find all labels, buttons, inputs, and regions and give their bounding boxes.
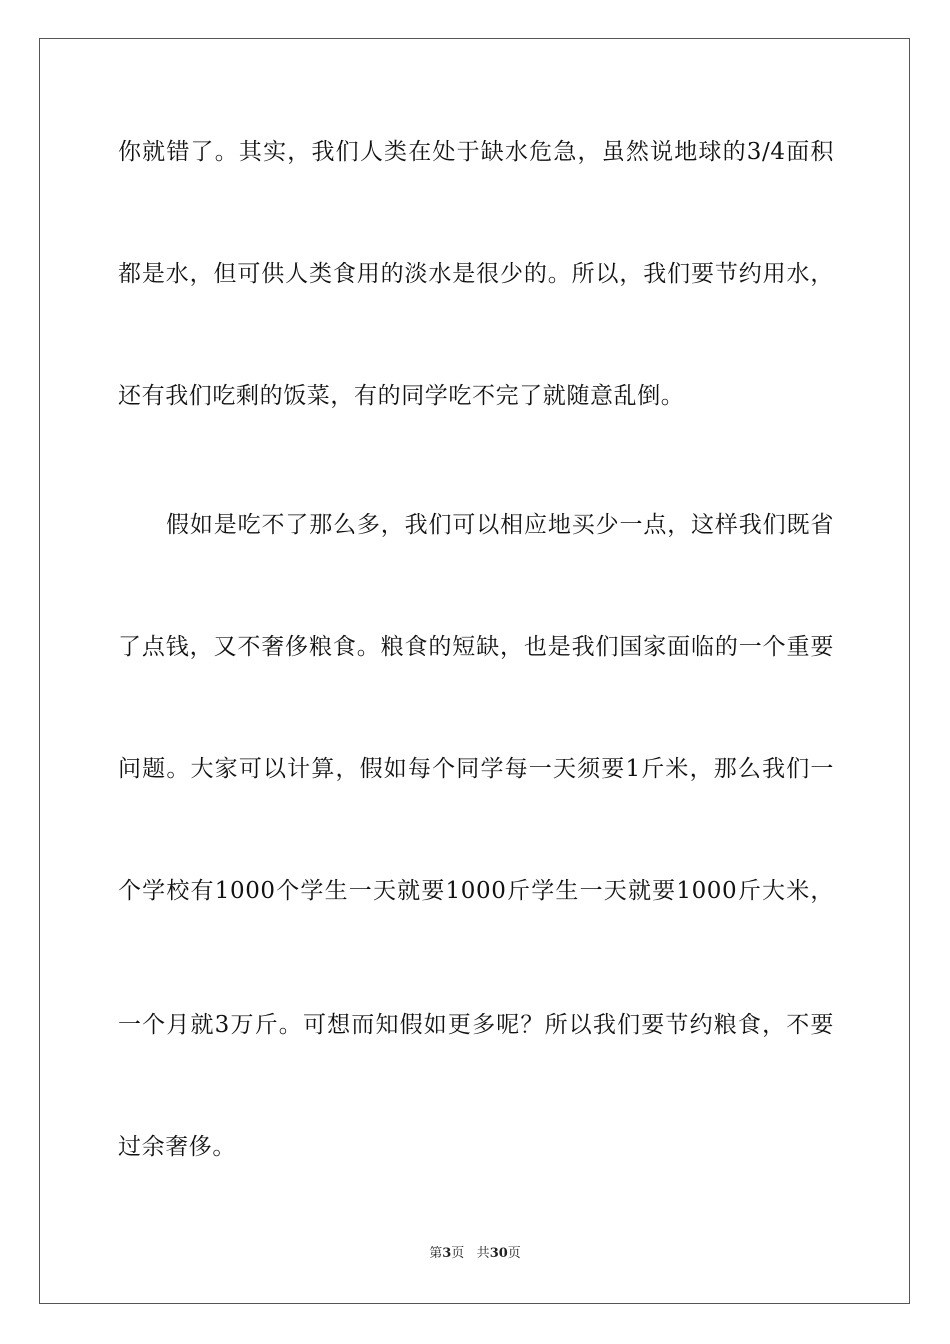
text-line: 你就错了。其实，我们人类在处于缺水危急，虽然说地球的3/4面积 [118,139,834,165]
text-line: 还有我们吃剩的饭菜，有的同学吃不完了就随意乱倒。 [118,383,685,409]
text-line: 都是水，但可供人类食用的淡水是很少的。所以，我们要节约用水， [118,261,834,287]
page-frame [39,38,910,1304]
text-line: 了点钱，又不奢侈粮食。粮食的短缺，也是我们国家面临的一个重要 [118,634,834,660]
footer-total-prefix: 共 [476,1246,490,1261]
total-pages: 30 [489,1246,508,1261]
text-line: 个学校有1000个学生一天就要1000斤学生一天就要1000斤大米， [118,878,834,904]
text-line: 过余奢侈。 [118,1134,236,1160]
page-number: 3 [442,1246,452,1261]
text-line: 一个月就3万斤。可想而知假如更多呢？所以我们要节约粮食，不要 [118,1012,834,1038]
footer-prefix: 第 [429,1246,443,1261]
paragraph-first-line: 假如是吃不了那么多，我们可以相应地买少一点，这样我们既省 [166,512,834,538]
footer-page-suffix: 页 [451,1246,465,1261]
footer-total-suffix: 页 [507,1246,521,1261]
page-footer [0,1245,950,1263]
text-line: 问题。大家可以计算，假如每个同学每一天须要1斤米，那么我们一 [118,756,834,782]
